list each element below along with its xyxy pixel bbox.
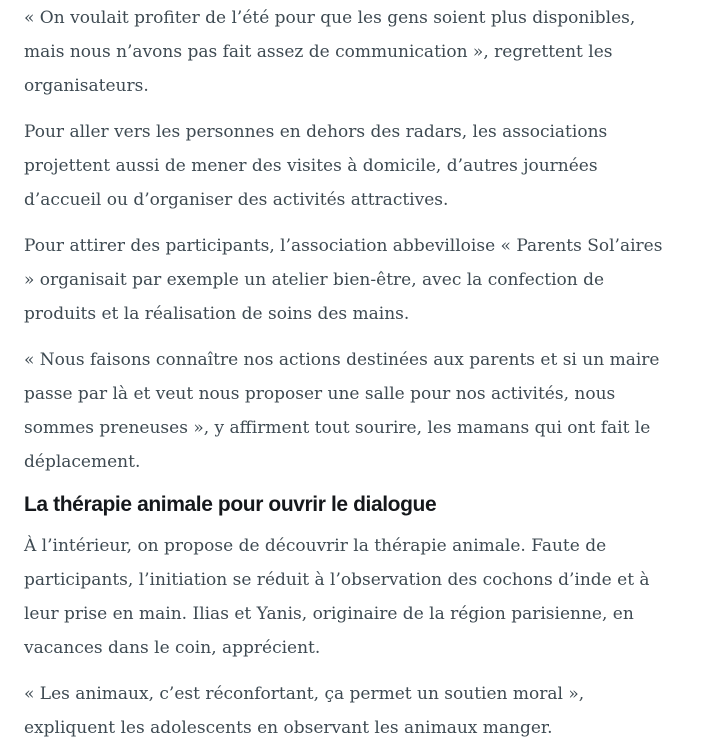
paragraph-line: sommes preneuses », y affirment tout sourire, les mamans qui ont fait le (24, 418, 651, 438)
paragraph-line: Pour attirer des participants, l’association abbevilloise « Parents Sol’aires (24, 236, 663, 256)
paragraph-line: d’accueil ou d’organiser des activités attractives. (24, 190, 449, 210)
paragraph-line: Pour aller vers les personnes en dehors des radars, les associations (24, 122, 608, 142)
paragraph (24, 343, 703, 479)
paragraph-line: « On voulait profiter de l’été pour que les gens soient plus disponibles, (24, 8, 636, 28)
paragraph-line: « Les animaux, c’est réconfortant, ça permet un soutien moral », (24, 684, 585, 704)
paragraph-line: » organisait par exemple un atelier bien-être, avec la confection de (24, 270, 605, 290)
paragraph-line: passe par là et veut nous proposer une salle pour nos activités, nous (24, 384, 616, 404)
paragraph (24, 677, 703, 745)
paragraph (24, 529, 703, 665)
paragraph-line: projettent aussi de mener des visites à domicile, d’autres journées (24, 156, 598, 176)
paragraph-line: mais nous n’avons pas fait assez de communication », regrettent les (24, 42, 613, 62)
paragraph-line: organisateurs. (24, 76, 149, 96)
paragraph-line: expliquent les adolescents en observant les animaux manger. (24, 718, 553, 738)
section-heading: La thérapie animale pour ouvrir le dialogue (24, 493, 437, 516)
paragraph-line: vacances dans le coin, apprécient. (24, 638, 321, 658)
paragraph-line: À l’intérieur, on propose de découvrir la thérapie animale. Faute de (24, 536, 607, 556)
paragraph-line: participants, l’initiation se réduit à l’observation des cochons d’inde et à (24, 570, 650, 590)
paragraph-line: produits et la réalisation de soins des mains. (24, 304, 410, 324)
paragraph-line: « Nous faisons connaître nos actions destinées aux parents et si un maire (24, 350, 660, 370)
paragraph-line: leur prise en main. Ilias et Yanis, originaire de la région parisienne, en (24, 604, 634, 624)
paragraph (24, 115, 703, 217)
paragraph (24, 229, 703, 331)
paragraph (24, 1, 703, 103)
paragraph-line: déplacement. (24, 452, 141, 472)
